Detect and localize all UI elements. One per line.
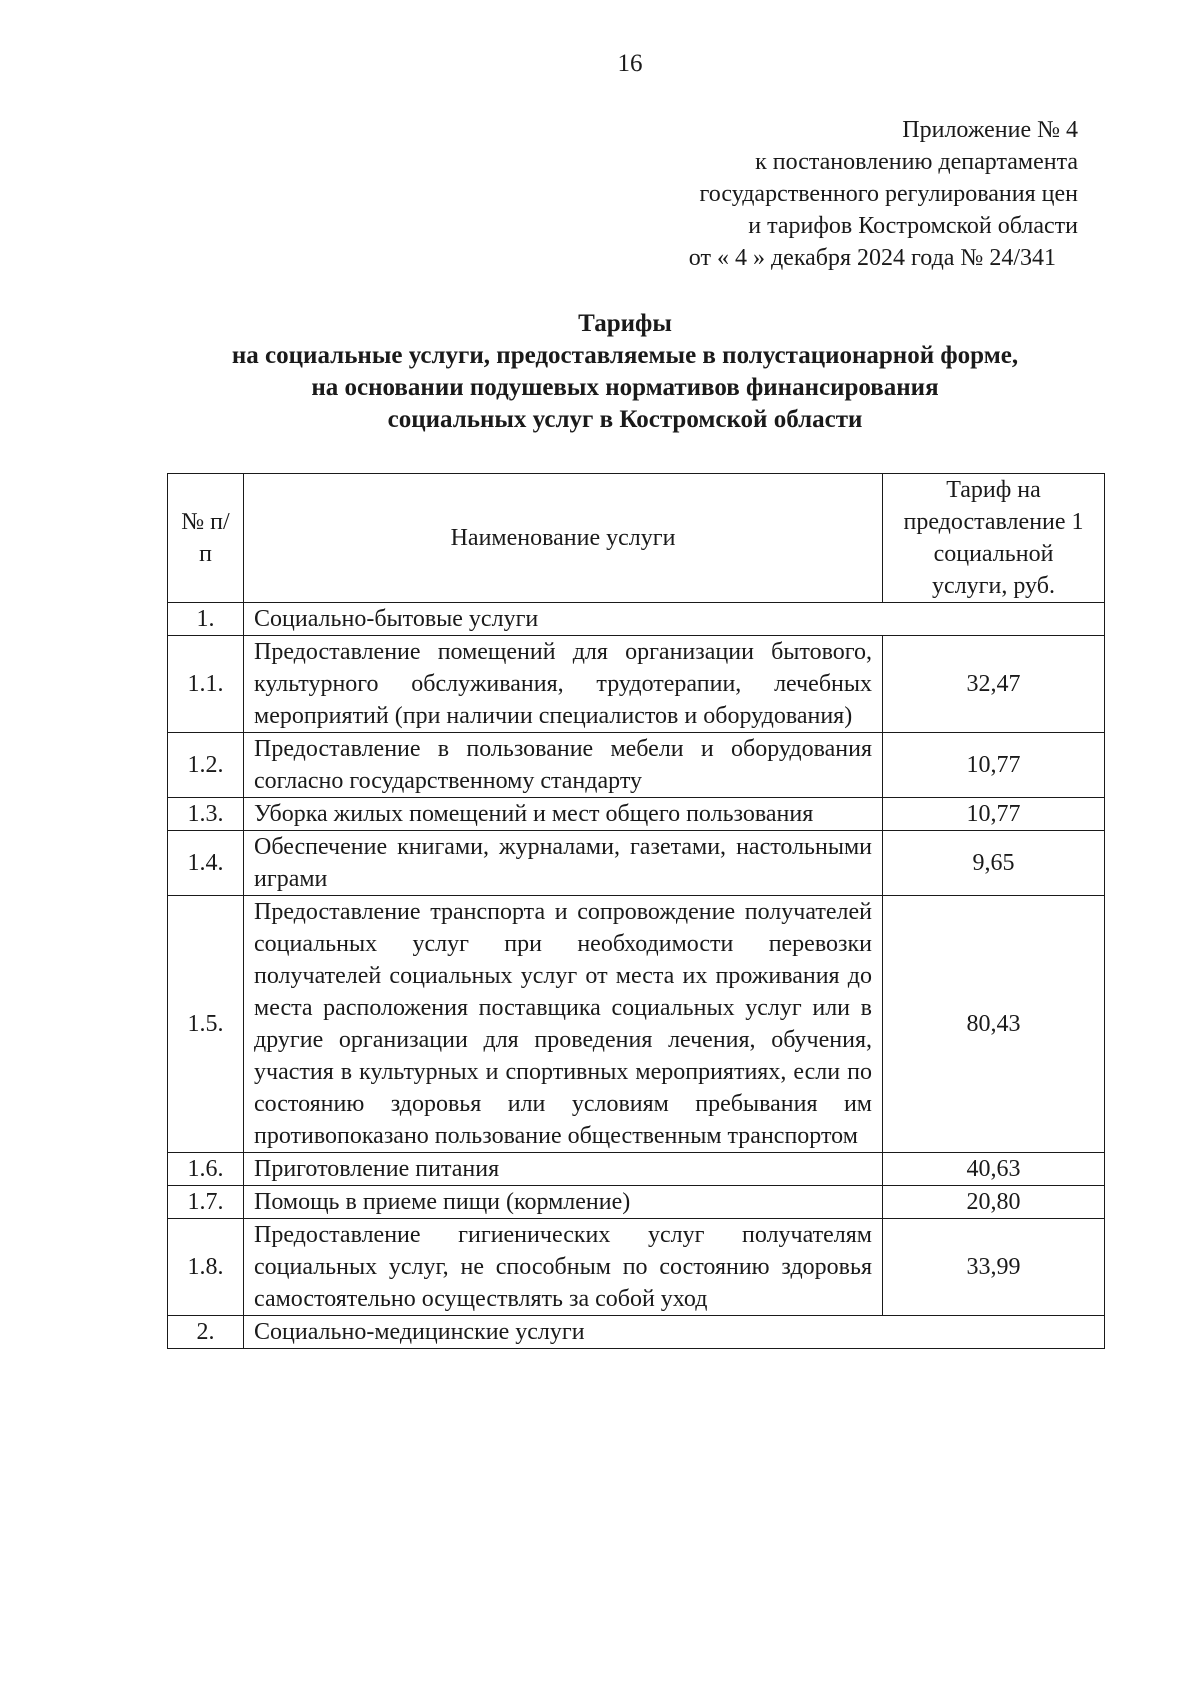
- row-num: 1.3.: [168, 798, 244, 831]
- title-line: на основании подушевых нормативов финансирования: [311, 374, 939, 401]
- section-name: Социально-медицинские услуги: [244, 1316, 1105, 1349]
- appendix-line: и тарифов Костромской области: [748, 213, 1078, 239]
- row-tariff: 80,43: [883, 896, 1105, 1153]
- table-row: [168, 1219, 1105, 1316]
- row-tariff: 10,77: [883, 798, 1105, 831]
- row-tariff: 20,80: [883, 1186, 1105, 1219]
- row-tariff: 32,47: [883, 636, 1105, 733]
- row-name: Приготовление питания: [244, 1153, 883, 1186]
- section-row: [168, 1316, 1105, 1349]
- header-name: Наименование услуги: [244, 474, 883, 603]
- header-num: № п/п: [168, 474, 244, 603]
- section-num: 2.: [168, 1316, 244, 1349]
- row-tariff: 40,63: [883, 1153, 1105, 1186]
- row-name: Обеспечение книгами, журналами, газетами, настольными играми: [244, 831, 883, 896]
- table-header-row: [168, 474, 1105, 603]
- table-row: [168, 1186, 1105, 1219]
- row-num: 1.8.: [168, 1219, 244, 1316]
- row-num: 1.2.: [168, 733, 244, 798]
- title-line: Тарифы: [578, 310, 672, 337]
- row-num: 1.6.: [168, 1153, 244, 1186]
- row-name: Предоставление в пользование мебели и оборудования согласно государственному стандарту: [244, 733, 883, 798]
- table-row: [168, 1153, 1105, 1186]
- row-name: Помощь в приеме пищи (кормление): [244, 1186, 883, 1219]
- table-row: [168, 636, 1105, 733]
- table-row: [168, 733, 1105, 798]
- tariffs-table: [167, 473, 1105, 1349]
- row-num: 1.7.: [168, 1186, 244, 1219]
- section-num: 1.: [168, 603, 244, 636]
- appendix-header: [689, 114, 1078, 274]
- table-row: [168, 798, 1105, 831]
- page-number: 16: [617, 50, 643, 77]
- section-name: Социально-бытовые услуги: [244, 603, 1105, 636]
- appendix-date-line: от « 4 » декабря 2024 года № 24/341: [688, 245, 1056, 271]
- title-line: на социальные услуги, предоставляемые в полустационарной форме,: [231, 342, 1019, 369]
- appendix-line: к постановлению департамента: [755, 149, 1078, 175]
- row-num: 1.4.: [168, 831, 244, 896]
- row-num: 1.5.: [168, 896, 244, 1153]
- row-tariff: 33,99: [883, 1219, 1105, 1316]
- row-num: 1.1.: [168, 636, 244, 733]
- row-tariff: 10,77: [883, 733, 1105, 798]
- section-row: [168, 603, 1105, 636]
- table-row: [168, 896, 1105, 1153]
- appendix-line: государственного регулирования цен: [699, 181, 1078, 207]
- row-tariff: 9,65: [883, 831, 1105, 896]
- appendix-line: Приложение № 4: [902, 117, 1078, 143]
- row-name: Предоставление помещений для организации бытового, культурного обслуживания, трудотерапии, лечебных мероприятий (при наличии специалистов и оборудования): [244, 636, 883, 733]
- header-tariff: Тариф на предоставление 1 социальной услуги, руб.: [883, 474, 1105, 603]
- row-name: Предоставление гигиенических услуг получателям социальных услуг, не способным по состоянию здоровья самостоятельно осуществлять за собой уход: [244, 1219, 883, 1316]
- table-row: [168, 831, 1105, 896]
- document-title: [0, 308, 1200, 436]
- row-name: Уборка жилых помещений и мест общего пользования: [244, 798, 883, 831]
- title-line: социальных услуг в Костромской области: [387, 406, 863, 433]
- row-name: Предоставление транспорта и сопровождение получателей социальных услуг при необходимости перевозки получателей социальных услуг от места их проживания до места расположения поставщика социальных услуг или в другие организации для проведения лечения, обучения, участия в культурных и спортивных мероприятиях, если по состоянию здоровья или условиям пребывания им противопоказано пользование общественным транспортом: [244, 896, 883, 1153]
